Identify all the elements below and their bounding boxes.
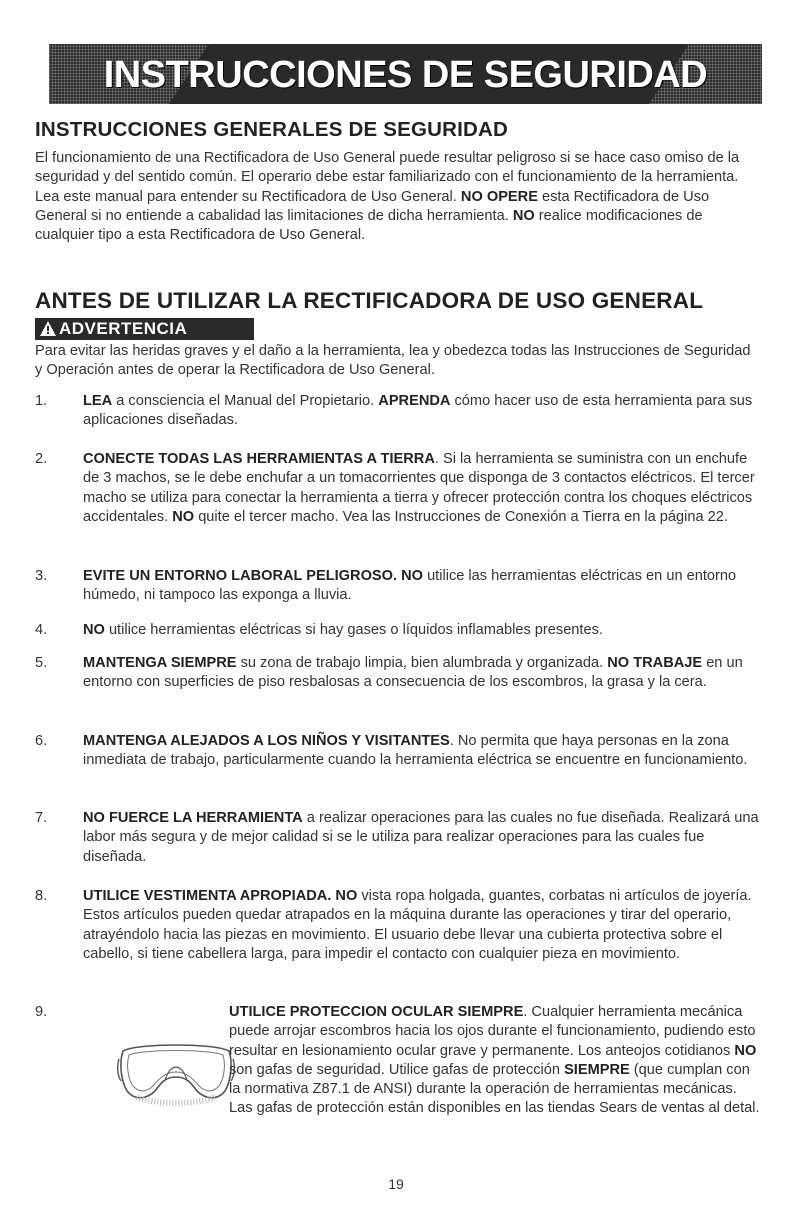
general-safety-heading: INSTRUCCIONES GENERALES DE SEGURIDAD xyxy=(35,118,509,141)
warning-triangle-icon xyxy=(39,318,57,340)
list-item: 9. UTILICE PROTECCION OCULAR SIEMPRE. Cualquier herramienta mecánica puede arrojar escombros hacia los ojos durante el funcionamiento, pudiendo esto resultar en lesionamiento ocular grave y permanente. Los anteojos cotidianos NO son gafas de seguridad. Utilice gafas de protección SIEMPRE (que cumplan con la normativa Z87.1 de ANSI) durante la operación de herramientas mecánicas. Las gafas de protección están disponibles en las tiendas Sears de ventas al detal. xyxy=(35,1004,760,1117)
safety-goggles-icon xyxy=(117,1041,235,1109)
warning-badge xyxy=(35,318,254,340)
general-safety-paragraph: El funcionamiento de una Rectificadora de Uso General puede resultar peligroso si se hace caso omiso de la seguridad y del sentido común. El operario debe estar familiarizado con el funcionamiento de la herramienta. Lea este manual para entender su Rectificadora de Uso General. NO OPERE esta Rectificadora de Uso General si no entiende a cabalidad las limitaciones de dicha herramienta. NO realice modificaciones de cualquier tipo a esta Rectificadora de Uso General. xyxy=(35,150,740,244)
before-use-heading: ANTES DE UTILIZAR LA RECTIFICADORA DE USO GENERAL xyxy=(35,288,704,313)
banner-title: INSTRUCCIONES DE SEGURIDAD xyxy=(103,54,708,96)
page-number: 19 xyxy=(388,1176,404,1192)
warning-text: Para evitar las heridas graves y el daño a la herramienta, lea y obedezca todas las Instrucciones de Seguridad y Operación antes de operar la Rectificadora de Uso General. xyxy=(35,343,751,379)
manual-page: INSTRUCCIONES DE SEGURIDAD INSTRUCCIONES GENERALES DE SEGURIDAD El funcionamiento de una Rectificadora de Uso General puede resultar peligroso si se hace caso omiso de la seguridad y del sentido común. El operario debe estar familiarizado con el funcionamiento de la herramienta. Lea este manual para entender su Rectificadora de Uso General. NO OPERE esta Rectificadora de Uso General si no entiende a cabalidad las limitaciones de dicha herramienta. NO realice modificaciones de cualquier tipo a esta Rectificadora de Uso General. ANTES DE UTILIZAR LA RECTIFICADORA DE USO GENERAL ADVERTENCIA Para evitar las heridas graves y el daño a la herramienta, lea y obedezca todas las Instrucciones de Seguridad y Operación antes de operar la Rectificadora de Uso General. 1. LEA a consciencia el Manual del Propietario. APRENDA cómo hacer uso de esta herramienta para sus aplicaciones diseñadas. 2. CONECTE TODAS LAS HERRAMIENTAS A TIERRA. Si la herramienta se suministra con un enchufe de 3 machos, se le debe enchufar a un tomacorrientes que disponga de 3 contactos eléctricos. El tercer macho se utiliza para conectar la herramienta a tierra y ofrecer protección contra los choques eléctricos accidentales. NO quite el tercer macho. Vea las Instrucciones de Conexión a Tierra en la página 22. 3. EVITE UN ENTORNO LABORAL PELIGROSO. NO utilice las herramientas eléctricas en un entorno húmedo, ni tampoco las exponga a lluvia. 4. NO utilice herramientas eléctricas si hay gases o líquidos inflamables presentes. 5. MANTENGA SIEMPRE su zona de trabajo limpia, bien alumbrada y organizada. NO TRABAJE en un entorno con superficies de piso resbalosas a consecuencia de los escombros, la grasa y la cera. 6. MANTENGA ALEJADOS A LOS NIÑOS Y VISITANTES. No permita que haya personas en la zona inmediata de trabajo, particularmente cuando la herramienta eléctrica se encuentre en funcionamiento. 7. NO FUERCE LA HERRAMIENTA a realizar operaciones para las cuales no fue diseñada. Realizará una labor más segura y de mejor calidad si se le utiliza para realizar operaciones para las cuales fue diseñada. 8. UTILICE VESTIMENTA APROPIADA. NO vista ropa holgada, guantes, corbatas ni artículos de joyería. Estos artículos pueden quedar atrapados en la máquina durante las operaciones y tirar del operario, atrayéndolo hacia las piezas en movimiento. El usuario debe llevar una cubierta protectiva sobre el cabello, si tiene cabellera larga, para impedir el contacto con cualquier pieza en movimiento. 9. UTILICE PROTECCION OCULAR SIEMPRE. Cualquier herramienta mecánica puede arrojar escombros hacia los ojos durante el funcionamiento, pudiendo esto resultar en lesionamiento ocular grave y permanente. Los anteojos cotidianos NO son gafas de seguridad. Utilice gafas de protección SIEMPRE (que cumplan con la normativa Z87.1 de ANSI) durante la operación de herramientas mecánicas. Las gafas de protección están disponibles en las tiendas Sears de ventas al detal. 19 xyxy=(0,0,792,1224)
warning-label: ADVERTENCIA xyxy=(59,319,188,338)
title-banner xyxy=(49,44,762,104)
